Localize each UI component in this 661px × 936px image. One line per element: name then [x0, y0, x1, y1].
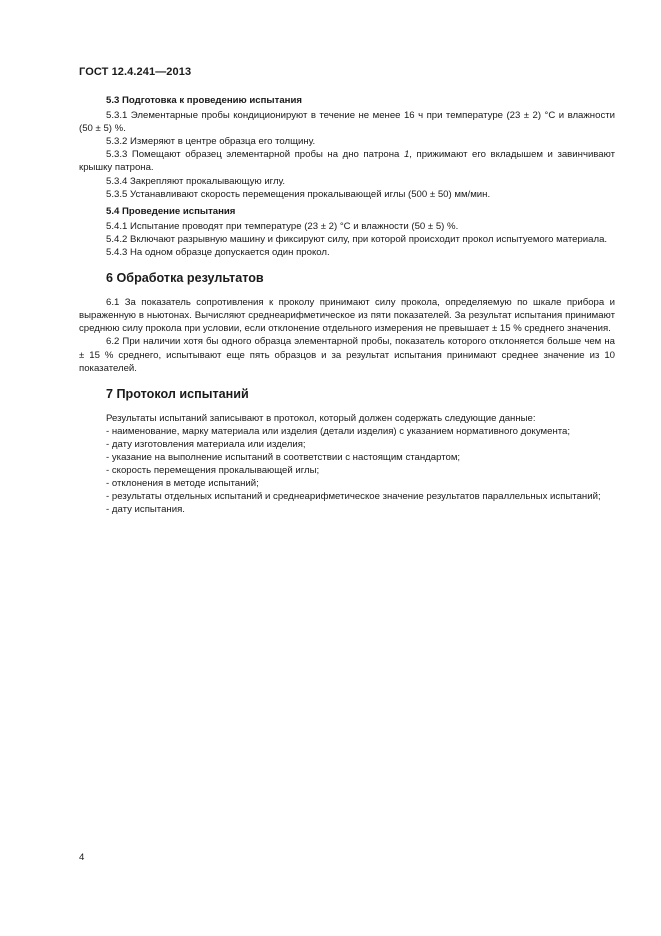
paragraph-5-3-5: 5.3.5 Устанавливают скорость перемещения прокалывающей иглы (500 ± 50) мм/мин.	[106, 188, 491, 200]
paragraph-5-4-2: 5.4.2 Включают разрывную машину и фиксируют силу, при которой происходит прокол испытуемого материала.	[106, 233, 608, 245]
paragraph-5-3-2: 5.3.2 Измеряют в центре образца его толщину.	[106, 136, 316, 148]
paragraph-5-3-4: 5.3.4 Закрепляют прокалывающую иглу.	[106, 175, 286, 187]
page-number: 4	[79, 852, 85, 863]
protocol-list-item: - указание на выполнение испытаний в соответствии с настоящим стандартом;	[106, 451, 461, 463]
subsection-heading-5-4: 5.4 Проведение испытания	[106, 205, 236, 217]
section-heading-6: 6 Обработка результатов	[106, 271, 264, 286]
paragraph-5-3-1: 5.3.1 Элементарные пробы кондиционируют в течение не менее 16 ч при температуре (23 ± 2) °С и влажности (50 ± 5) %.	[79, 110, 615, 135]
document-body	[79, 93, 615, 516]
document-header: ГОСТ 12.4.241—2013	[79, 66, 192, 78]
paragraph-5-3-3-text-a: 5.3.3 Помещают образец элементарной пробы на дно патрона	[106, 149, 404, 161]
paragraph-5-3-3	[79, 148, 615, 174]
protocol-list-item: - дату испытания.	[106, 504, 185, 516]
protocol-list-item: - дату изготовления материала или изделия;	[106, 438, 306, 450]
protocol-list-item: - наименование, марку материала или изделия (детали изделия) с указанием нормативного документа;	[106, 425, 571, 437]
subsection-heading-5-3: 5.3 Подготовка к проведению испытания	[106, 95, 302, 106]
protocol-intro: Результаты испытаний записывают в протокол, который должен содержать следующие данные:	[106, 412, 536, 424]
paragraph-6-2: 6.2 При наличии хотя бы одного образца элементарной пробы, показатель которого отклоняется больше чем на ± 15 % среднего, испытывают еще пять образцов и за результат испытания принимают среднее значение из 10 показателей.	[79, 336, 615, 374]
paragraph-5-4-3: 5.4.3 На одном образце допускается один прокол.	[106, 247, 330, 259]
protocol-list-item: - скорость перемещения прокалывающей иглы;	[106, 465, 320, 477]
paragraph-5-4-1: 5.4.1 Испытание проводят при температуре (23 ± 2) °С и влажности (50 ± 5) %.	[106, 220, 459, 232]
paragraph-6-1: 6.1 За показатель сопротивления к проколу принимают силу прокола, определяемую по шкале прибора и выраженную в ньютонах. Вычисляют среднеарифметическое из пяти показателей. За результат испытания принимают среднюю силу прокола при условии, если отклонение отдельного измерения не превышает ± 15 % среднего значения.	[79, 297, 615, 335]
cartridge-reference-number: 1	[403, 149, 410, 161]
protocol-list-item: - отклонения в методе испытаний;	[106, 478, 259, 490]
section-heading-7: 7 Протокол испытаний	[106, 386, 249, 401]
paragraph-5-3-3-text-b: , прижимают его вкладышем и завинчивают крышку патрона.	[79, 149, 616, 174]
protocol-list-item: - результаты отдельных испытаний и среднеарифметическое значение результатов параллельных испытаний;	[106, 491, 601, 503]
